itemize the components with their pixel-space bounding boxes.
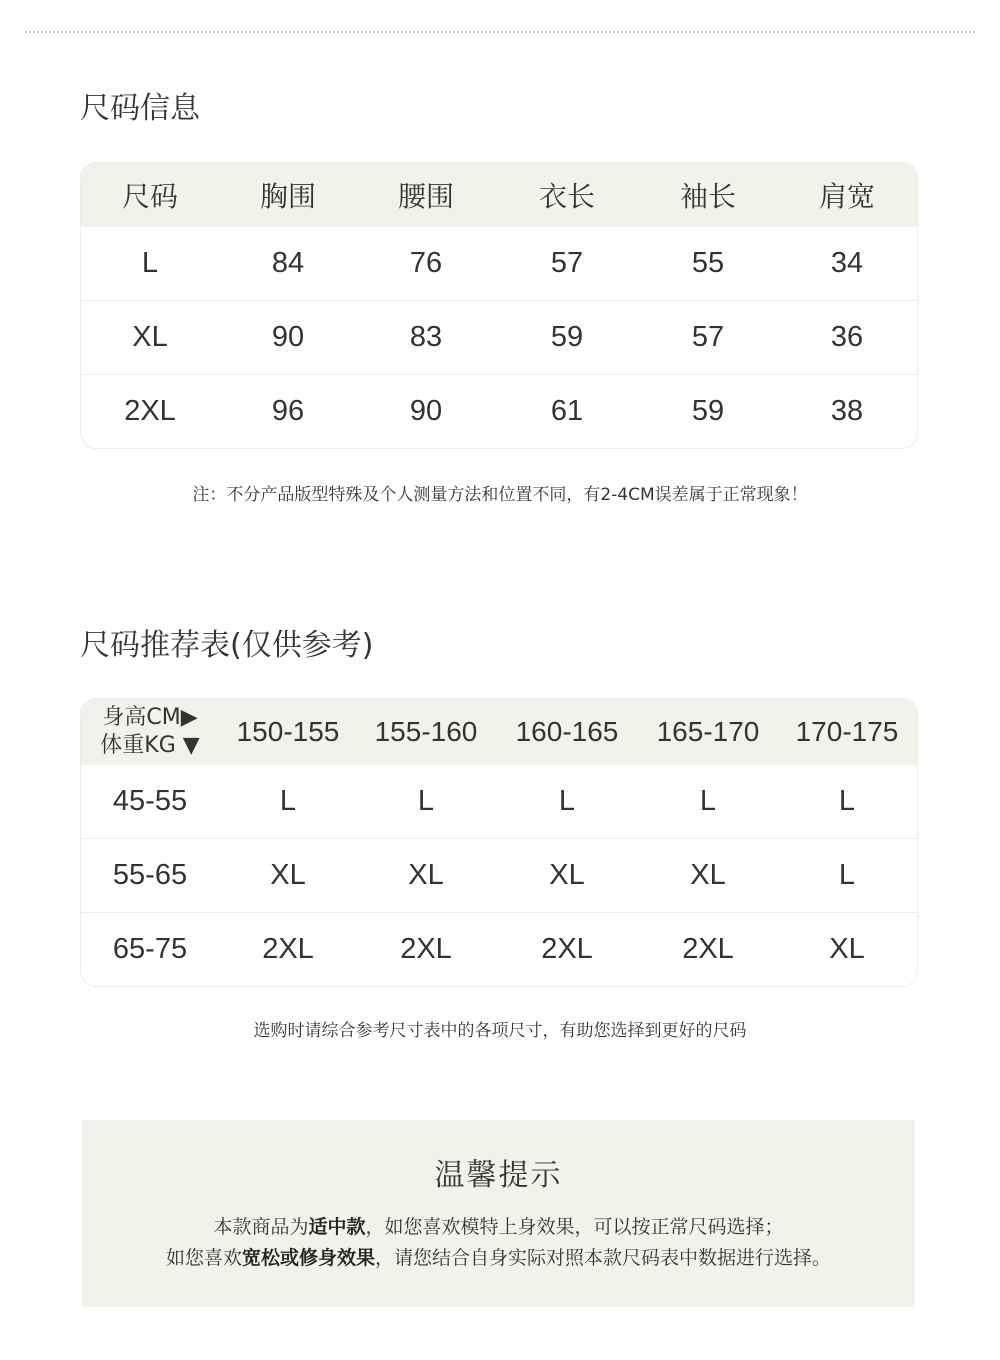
table-row — [81, 838, 917, 912]
table-cell: 61 — [550, 395, 584, 427]
tips-title: 温馨提示 — [434, 1158, 563, 1193]
table-cell: XL — [270, 859, 306, 891]
table-cell: XL — [549, 859, 585, 891]
height-range-cell: 170-175 — [795, 716, 899, 747]
table-row — [81, 374, 917, 448]
table-cell: L — [558, 785, 576, 817]
tips-emphasis: 宽松或修身效果 — [241, 1247, 375, 1269]
tips-text: ，如您喜欢模特上身效果，可以按正常尺码选择； — [365, 1216, 784, 1238]
recommend-title: 尺码推荐表(仅供参考) — [80, 628, 374, 663]
size-info-body — [81, 227, 917, 448]
header-cell: 胸围 — [259, 181, 316, 212]
table-cell: L — [141, 247, 159, 279]
table-cell: XL — [132, 321, 168, 353]
height-range-cell: 155-160 — [374, 716, 478, 747]
recommend-body — [81, 765, 917, 986]
table-cell: 59 — [550, 321, 584, 353]
table-cell: L — [417, 785, 435, 817]
tips-text: ，请您结合自身实际对照本款尺码表中数据进行选择。 — [375, 1247, 832, 1269]
table-cell: 57 — [691, 321, 725, 353]
header-cell: 衣长 — [538, 181, 595, 212]
header-cell: 袖长 — [679, 181, 736, 212]
weight-range-cell: 45-55 — [112, 785, 188, 817]
size-info-table — [80, 162, 918, 449]
table-row — [81, 300, 917, 374]
size-info-header-row — [81, 163, 917, 227]
tips-line-1 — [82, 1212, 915, 1239]
corner-cell — [81, 704, 219, 760]
table-cell: 2XL — [262, 933, 314, 965]
table-row — [81, 227, 917, 300]
table-cell: 83 — [409, 321, 443, 353]
size-info-title: 尺码信息 — [80, 91, 200, 126]
height-axis-label: 身高CM▶ — [102, 705, 198, 730]
height-range-cell: 165-170 — [656, 716, 760, 747]
table-cell: 2XL — [400, 933, 452, 965]
table-cell: L — [699, 785, 717, 817]
table-cell: 84 — [271, 247, 305, 279]
table-cell: 90 — [271, 321, 305, 353]
tips-text: 如您喜欢 — [165, 1247, 242, 1269]
header-cell: 尺码 — [121, 181, 178, 212]
table-row — [81, 912, 917, 986]
table-row — [81, 765, 917, 838]
header-cell: 肩宽 — [818, 181, 875, 212]
recommend-header-row — [81, 699, 917, 765]
table-cell: 90 — [409, 395, 443, 427]
height-range-cell: 150-155 — [236, 716, 340, 747]
weight-range-cell: 65-75 — [112, 933, 188, 965]
weight-range-cell: 55-65 — [112, 859, 188, 891]
table-cell: 57 — [550, 247, 584, 279]
table-cell: XL — [690, 859, 726, 891]
table-cell: 2XL — [124, 395, 176, 427]
table-cell: 59 — [691, 395, 725, 427]
recommend-table — [80, 698, 918, 987]
weight-axis-label: 体重KG ▼ — [100, 733, 200, 758]
table-cell: 55 — [691, 247, 725, 279]
header-cell: 腰围 — [397, 181, 454, 212]
table-cell: L — [838, 859, 856, 891]
table-cell: 76 — [409, 247, 443, 279]
tips-line-2 — [82, 1243, 915, 1270]
top-divider — [25, 31, 975, 33]
size-info-note: 注：不分产品版型特殊及个人测量方法和位置不同，有2-4CM误差属于正常现象！ — [192, 485, 808, 505]
tips-emphasis: 适中款 — [308, 1216, 366, 1238]
table-cell: 38 — [830, 395, 864, 427]
table-cell: L — [838, 785, 856, 817]
tips-text: 本款商品为 — [213, 1216, 309, 1238]
table-cell: 96 — [271, 395, 305, 427]
table-cell: XL — [408, 859, 444, 891]
table-cell: L — [279, 785, 297, 817]
table-cell: 2XL — [541, 933, 593, 965]
recommend-note: 选购时请综合参考尺寸表中的各项尺寸，有助您选择到更好的尺码 — [253, 1021, 747, 1041]
table-cell: 34 — [830, 247, 864, 279]
height-range-cell: 160-165 — [515, 716, 619, 747]
table-cell: XL — [829, 933, 865, 965]
table-cell: 2XL — [682, 933, 734, 965]
tips-box — [82, 1120, 915, 1307]
table-cell: 36 — [830, 321, 864, 353]
